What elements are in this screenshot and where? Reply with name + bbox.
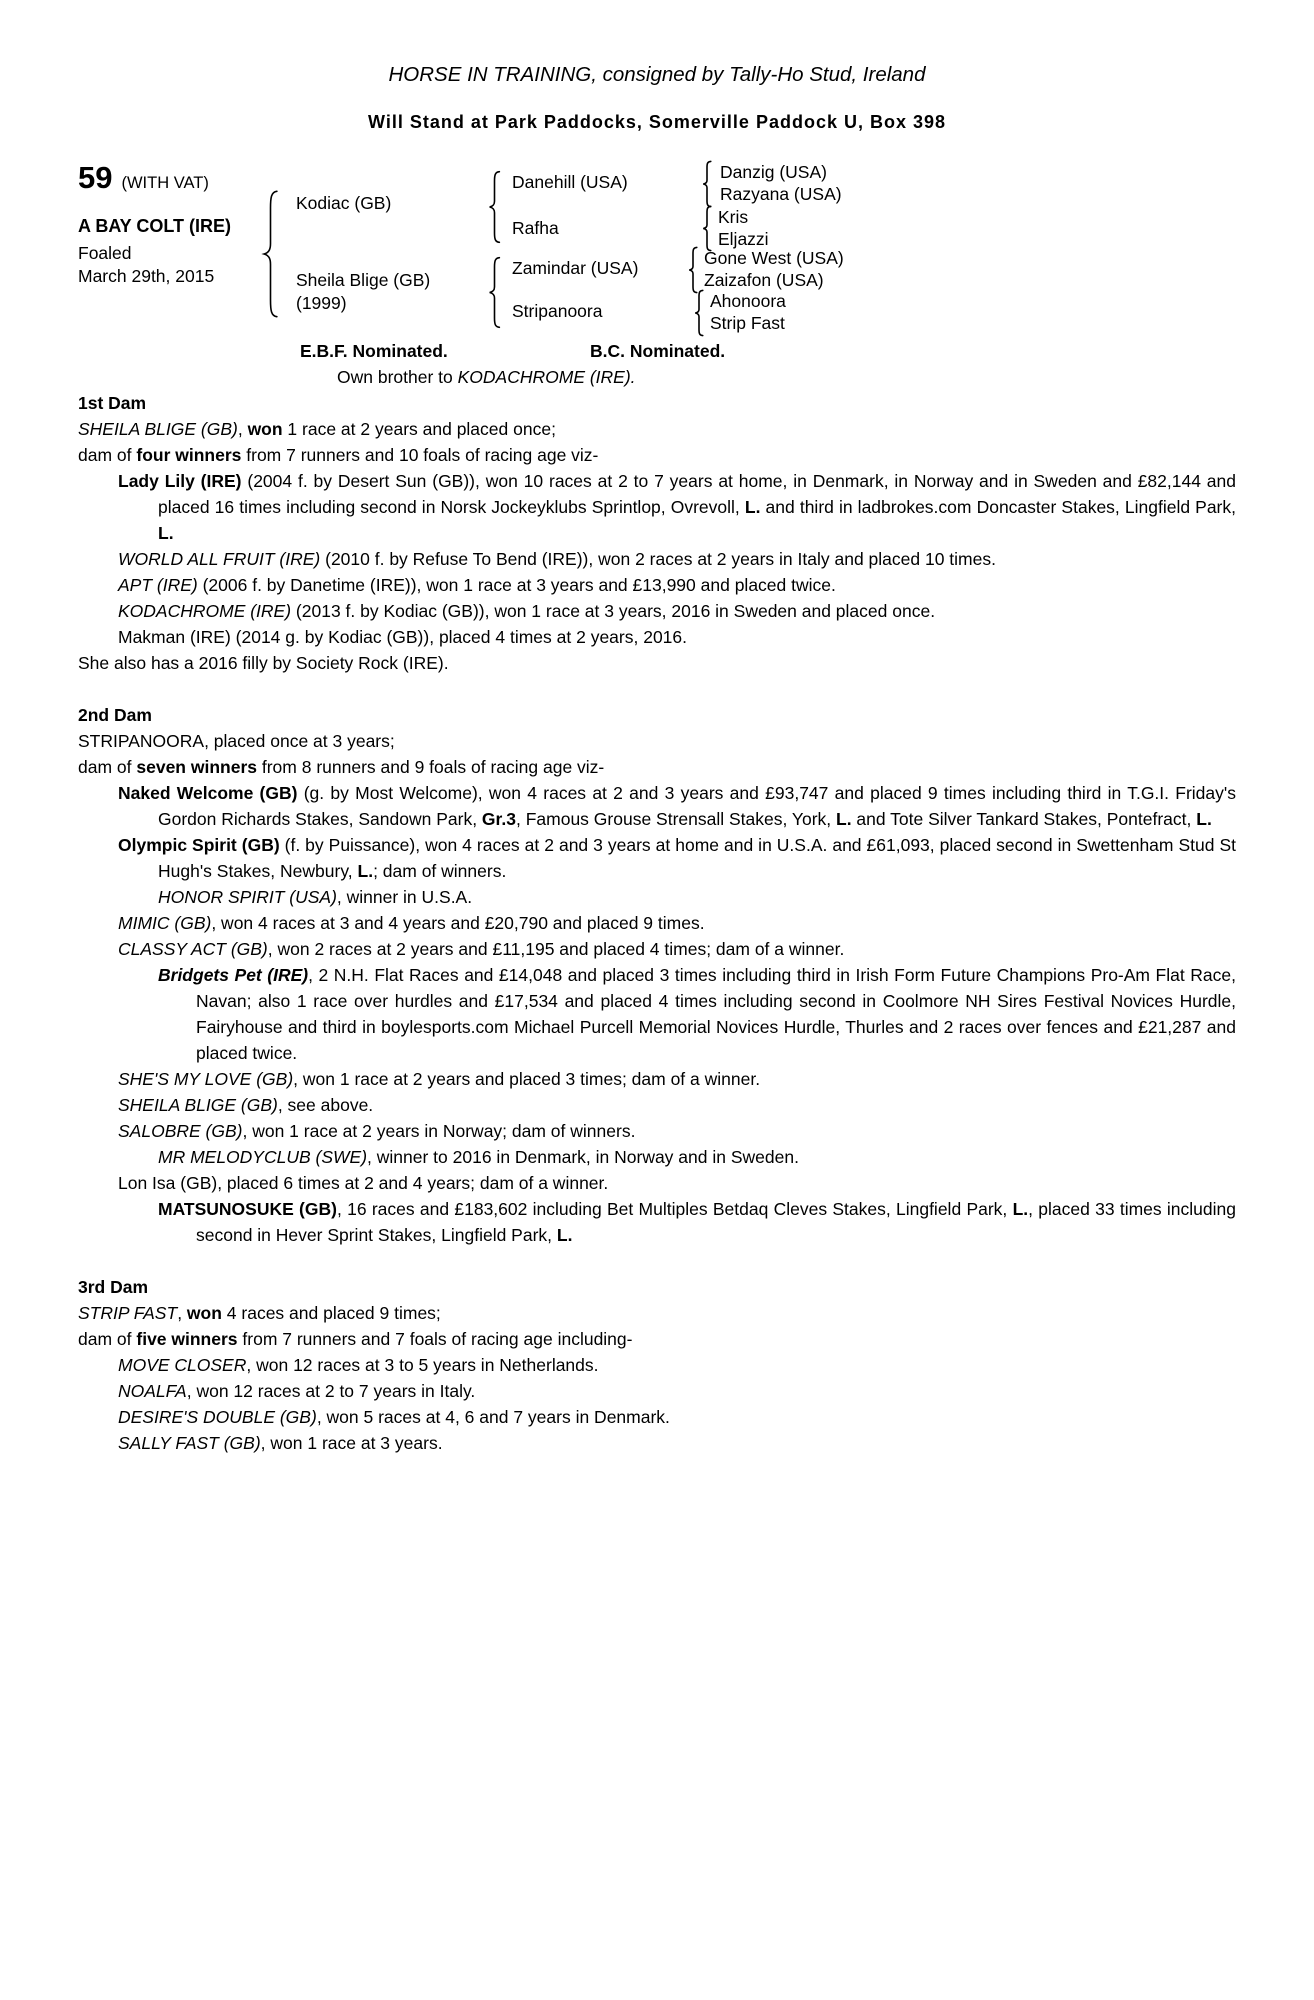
text-segment: from 8 runners and 9 foals of racing age viz- bbox=[257, 757, 605, 777]
text-segment: , placed 33 times including second in Hever Sprint Stakes, Lingfield Park, bbox=[196, 1199, 1236, 1245]
pedigree-paragraph bbox=[78, 1300, 1236, 1326]
text-segment: (2006 f. by Danetime (IRE)), won 1 race at 3 years and £13,990 and placed twice. bbox=[197, 575, 836, 595]
text-segment: , see above. bbox=[277, 1095, 374, 1115]
pedigree-paragraph bbox=[78, 884, 1236, 910]
text-segment: ; dam of winners. bbox=[373, 861, 507, 881]
dam-section-heading: 2nd Dam bbox=[78, 705, 152, 725]
text-segment: Olympic Spirit (GB) bbox=[118, 835, 280, 855]
text-segment: MIMIC (GB) bbox=[118, 913, 212, 933]
text-segment: L. bbox=[556, 1225, 573, 1245]
pedigree-paragraph bbox=[78, 936, 1236, 962]
curly-brace-gen1 bbox=[262, 190, 279, 318]
own-brother-name: KODACHROME (IRE). bbox=[457, 367, 636, 387]
text-segment: Lon Isa (GB), placed 6 times at 2 and 4 years; dam of a winner. bbox=[118, 1173, 609, 1193]
pedigree-details bbox=[78, 390, 1236, 1482]
text-segment: four winners bbox=[136, 445, 242, 465]
text-segment: dam of bbox=[78, 757, 137, 777]
curly-brace-gg3 bbox=[688, 247, 698, 293]
text-segment: , won 12 races at 3 to 5 years in Netherlands. bbox=[246, 1355, 599, 1375]
pedigree-paragraph bbox=[78, 1352, 1236, 1378]
pedigree-block bbox=[0, 160, 1314, 338]
text-segment: (2013 f. by Kodiac (GB)), won 1 race at 3 years, 2016 in Sweden and placed once. bbox=[291, 601, 936, 621]
text-segment: CLASSY ACT (GB) bbox=[118, 939, 268, 959]
pedigree-paragraph bbox=[78, 780, 1236, 832]
foaled-date: March 29th, 2015 bbox=[78, 266, 215, 286]
text-segment: from 7 runners and 10 foals of racing age viz- bbox=[241, 445, 599, 465]
text-segment: , bbox=[177, 1303, 187, 1323]
text-segment: SALLY FAST (GB) bbox=[118, 1433, 261, 1453]
text-segment: (2004 f. by Desert Sun (GB)), won 10 races at 2 to 7 years at home, in Denmark, in Norway and in Sweden and £82,144 and placed 16 times including second in Norsk Jockeyklubs Sprintlop, Ovrevoll, bbox=[158, 471, 1236, 517]
text-segment: SALOBRE (GB) bbox=[118, 1121, 243, 1141]
text-segment: won bbox=[247, 419, 283, 439]
pedigree-paragraph bbox=[78, 1404, 1236, 1430]
curly-brace-gg2 bbox=[702, 206, 712, 251]
dam-section-heading: 3rd Dam bbox=[78, 1277, 149, 1297]
pedigree-sire: Kodiac (GB) bbox=[296, 193, 392, 213]
pedigree-paragraph bbox=[78, 728, 1236, 754]
text-segment: , won 5 races at 4, 6 and 7 years in Denmark. bbox=[316, 1407, 670, 1427]
text-segment: MOVE CLOSER bbox=[118, 1355, 247, 1375]
text-segment: 1 race at 2 years and placed once; bbox=[282, 419, 556, 439]
text-segment: Naked Welcome (GB) bbox=[118, 783, 298, 803]
pedigree-sire-sire: Danehill (USA) bbox=[512, 172, 628, 192]
own-brother-prefix: Own brother to bbox=[337, 367, 458, 387]
pedigree-paragraph bbox=[78, 1066, 1236, 1092]
text-segment: , won 4 races at 3 and 4 years and £20,790 and placed 9 times. bbox=[211, 913, 705, 933]
pedigree-paragraph bbox=[78, 442, 1236, 468]
pedigree-gg5: Gone West (USA) bbox=[704, 248, 844, 268]
pedigree-paragraph bbox=[78, 468, 1236, 546]
pedigree-paragraph bbox=[78, 1118, 1236, 1144]
pedigree-paragraph bbox=[78, 572, 1236, 598]
lot-vat-note: (WITH VAT) bbox=[121, 174, 209, 192]
pedigree-dam-dam: Stripanoora bbox=[512, 301, 603, 321]
nominations-row bbox=[0, 338, 1314, 364]
text-segment: and third in ladbrokes.com Doncaster Stakes, Lingfield Park, bbox=[760, 497, 1236, 517]
text-segment: DESIRE'S DOUBLE (GB) bbox=[118, 1407, 317, 1427]
text-segment: (2010 f. by Refuse To Bend (IRE)), won 2 races at 2 years in Italy and placed 10 times. bbox=[320, 549, 996, 569]
pedigree-paragraph bbox=[78, 754, 1236, 780]
own-brother-note bbox=[0, 364, 1314, 390]
text-segment: , Famous Grouse Strensall Stakes, York, bbox=[515, 809, 836, 829]
lot-number-row bbox=[78, 160, 209, 196]
text-segment: L. bbox=[1196, 809, 1212, 829]
pedigree-gg1: Danzig (USA) bbox=[720, 162, 827, 182]
text-segment: Bridgets Pet (IRE) bbox=[158, 965, 309, 985]
text-segment: MATSUNOSUKE (GB) bbox=[158, 1199, 337, 1219]
section-gap bbox=[78, 1456, 1236, 1482]
text-segment: from 7 runners and 7 foals of racing age including- bbox=[237, 1329, 633, 1349]
pedigree-dam-year: (1999) bbox=[296, 293, 347, 313]
text-segment: seven winners bbox=[136, 757, 257, 777]
curly-brace-sire-parents bbox=[488, 171, 501, 243]
pedigree-paragraph bbox=[78, 1196, 1236, 1248]
pedigree-paragraph bbox=[78, 546, 1236, 572]
text-segment: L. bbox=[744, 497, 761, 517]
lot-number: 59 bbox=[78, 160, 113, 195]
pedigree-paragraph bbox=[78, 1378, 1236, 1404]
pedigree-paragraph bbox=[78, 1430, 1236, 1456]
foaled-label: Foaled bbox=[78, 243, 132, 263]
pedigree-sire-dam: Rafha bbox=[512, 218, 559, 238]
text-segment: five winners bbox=[136, 1329, 238, 1349]
pedigree-paragraph bbox=[78, 962, 1236, 1066]
pedigree-paragraph bbox=[78, 650, 1236, 676]
curly-brace-gg4 bbox=[694, 290, 704, 336]
text-segment: She also has a 2016 filly by Society Rock (IRE). bbox=[78, 653, 449, 673]
text-segment: , bbox=[237, 419, 248, 439]
text-segment: dam of bbox=[78, 445, 137, 465]
bc-nomination: B.C. Nominated. bbox=[590, 341, 726, 361]
pedigree-paragraph bbox=[78, 832, 1236, 884]
curly-brace-gg1 bbox=[702, 161, 712, 207]
pedigree-gg8: Strip Fast bbox=[710, 313, 785, 333]
pedigree-paragraph bbox=[78, 1170, 1236, 1196]
text-segment: , won 12 races at 2 to 7 years in Italy. bbox=[186, 1381, 476, 1401]
text-segment: , winner in U.S.A. bbox=[336, 887, 473, 907]
curly-brace-dam-parents bbox=[488, 257, 501, 328]
text-segment: HONOR SPIRIT (USA) bbox=[158, 887, 337, 907]
text-segment: Lady Lily (IRE) bbox=[118, 471, 242, 491]
pedigree-paragraph bbox=[78, 1092, 1236, 1118]
text-segment: Makman (IRE) (2014 g. by Kodiac (GB)), placed 4 times at 2 years, 2016. bbox=[118, 627, 687, 647]
text-segment: SHEILA BLIGE (GB) bbox=[118, 1095, 278, 1115]
text-segment: , won 1 race at 2 years in Norway; dam of winners. bbox=[242, 1121, 636, 1141]
text-segment: 4 races and placed 9 times; bbox=[221, 1303, 441, 1323]
ebf-nomination: E.B.F. Nominated. bbox=[300, 341, 448, 361]
pedigree-dam: Sheila Blige (GB) bbox=[296, 270, 431, 290]
text-segment: , 16 races and £183,602 including Bet Multiples Betdaq Cleves Stakes, Lingfield Park, bbox=[336, 1199, 1013, 1219]
section-gap bbox=[78, 676, 1236, 702]
pedigree-dam-sire: Zamindar (USA) bbox=[512, 258, 639, 278]
dam-section-heading: 1st Dam bbox=[78, 393, 147, 413]
text-segment: STRIPANOORA, placed once at 3 years; bbox=[78, 731, 395, 751]
page-title: HORSE IN TRAINING, consigned by Tally-Ho Stud, Ireland bbox=[388, 63, 926, 86]
text-segment: L. bbox=[836, 809, 852, 829]
text-segment: , winner to 2016 in Denmark, in Norway and in Sweden. bbox=[367, 1147, 799, 1167]
text-segment: APT (IRE) bbox=[118, 575, 198, 595]
pedigree-paragraph bbox=[78, 598, 1236, 624]
pedigree-paragraph bbox=[78, 1144, 1236, 1170]
text-segment: , won 1 race at 3 years. bbox=[260, 1433, 443, 1453]
text-segment: L. bbox=[158, 523, 174, 543]
text-segment: L. bbox=[357, 861, 374, 881]
pedigree-paragraph bbox=[78, 910, 1236, 936]
text-segment: (g. by Most Welcome), won 4 races at 2 and 3 years and £93,747 and placed 9 times including third in T.G.I. Friday's Gordon Richards Stakes, Sandown Park, bbox=[158, 783, 1236, 829]
text-segment: KODACHROME (IRE) bbox=[118, 601, 292, 621]
pedigree-gg7: Ahonoora bbox=[710, 291, 786, 311]
text-segment: WORLD ALL FRUIT (IRE) bbox=[118, 549, 321, 569]
text-segment: SHEILA BLIGE (GB) bbox=[78, 419, 238, 439]
text-segment: SHE'S MY LOVE (GB) bbox=[118, 1069, 294, 1089]
text-segment: NOALFA bbox=[118, 1381, 187, 1401]
text-segment: STRIP FAST bbox=[78, 1303, 178, 1323]
pedigree-gg2: Razyana (USA) bbox=[720, 184, 842, 204]
text-segment: (f. by Puissance), won 4 races at 2 and 3 years at home and in U.S.A. and £61,093, placed second in Swettenham Stud St Hugh's Stakes, Newbury, bbox=[158, 835, 1236, 881]
section-gap bbox=[78, 1248, 1236, 1274]
text-segment: won bbox=[186, 1303, 222, 1323]
lot-description: A BAY COLT (IRE) bbox=[78, 216, 232, 236]
pedigree-gg4: Eljazzi bbox=[718, 229, 769, 249]
text-segment: , won 2 races at 2 years and £11,195 and placed 4 times; dam of a winner. bbox=[267, 939, 845, 959]
text-segment: L. bbox=[1012, 1199, 1029, 1219]
pedigree-paragraph bbox=[78, 1326, 1236, 1352]
pedigree-paragraph bbox=[78, 416, 1236, 442]
stand-location: Will Stand at Park Paddocks, Somerville Paddock U, Box 398 bbox=[367, 112, 947, 132]
text-segment: Gr.3 bbox=[481, 809, 516, 829]
text-segment: MR MELODYCLUB (SWE) bbox=[158, 1147, 368, 1167]
text-segment: , 2 N.H. Flat Races and £14,048 and placed 3 times including third in Irish Form Future Champions Pro-Am Flat Race, Navan; also 1 race over hurdles and £17,534 and placed 4 times including second in Coolmore NH Sires Festival Novices Hurdle, Fairyhouse and third in boylesports.com Michael Purcell Memorial Novices Hurdle, Thurles and 2 races over fences and £21,287 and placed twice. bbox=[196, 965, 1236, 1063]
pedigree-gg6: Zaizafon (USA) bbox=[704, 270, 824, 290]
text-segment: , won 1 race at 2 years and placed 3 times; dam of a winner. bbox=[293, 1069, 761, 1089]
text-segment: dam of bbox=[78, 1329, 137, 1349]
text-segment: and Tote Silver Tankard Stakes, Pontefract, bbox=[851, 809, 1197, 829]
pedigree-gg3: Kris bbox=[718, 207, 749, 227]
pedigree-paragraph bbox=[78, 624, 1236, 650]
